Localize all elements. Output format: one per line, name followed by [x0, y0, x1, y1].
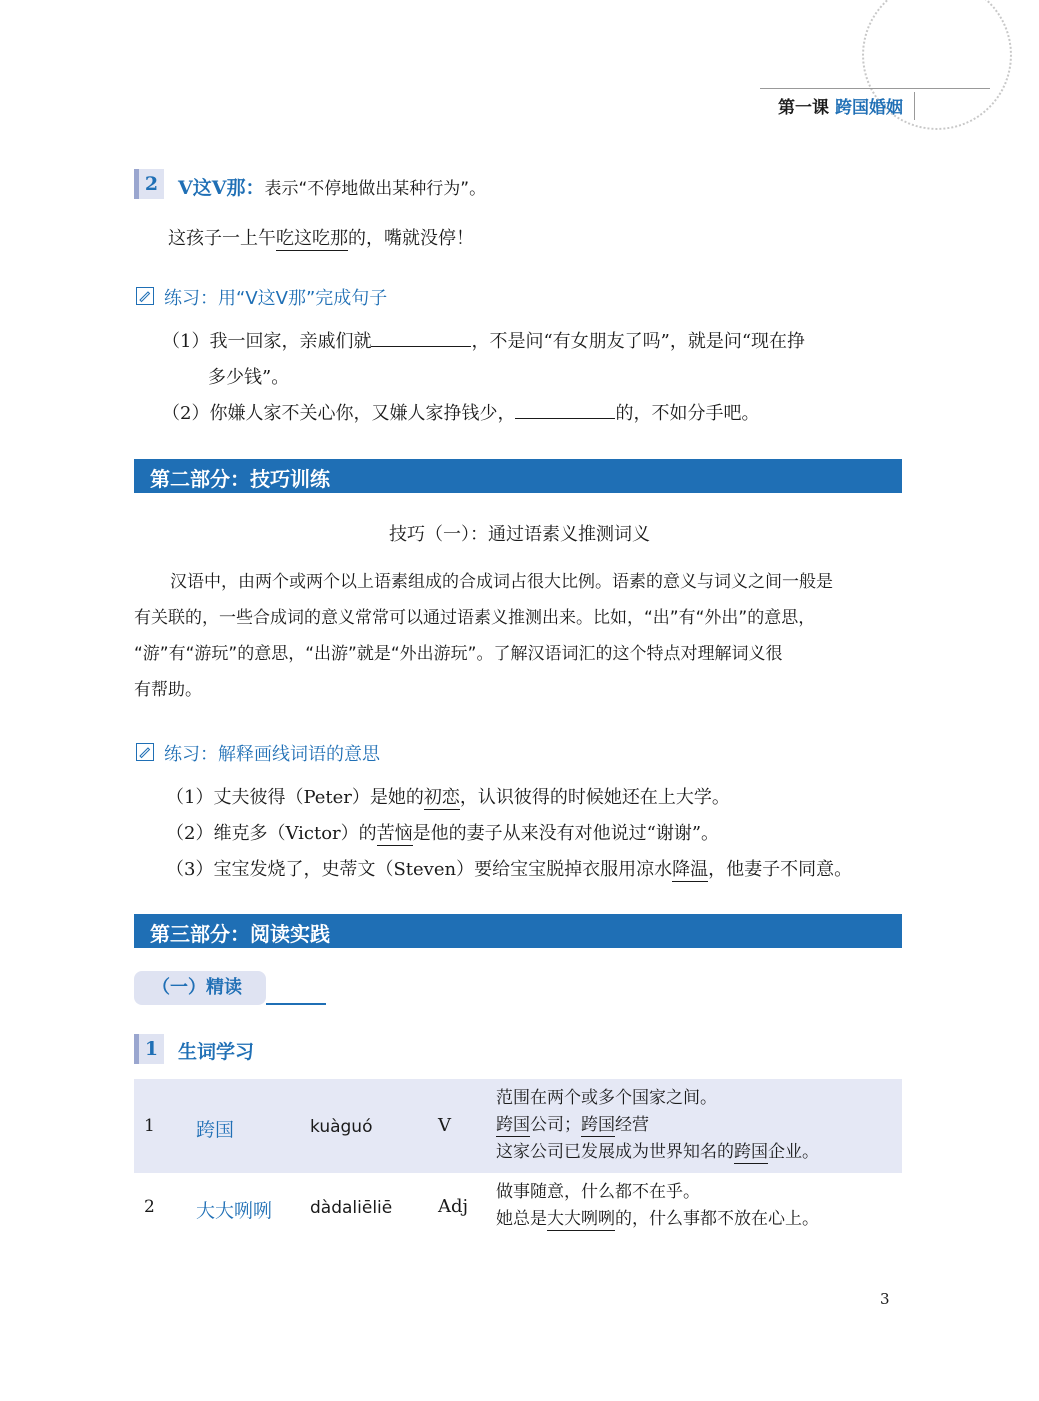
intensive-reading-tab: （一）精读	[134, 971, 266, 1005]
vocab-row	[134, 1079, 902, 1173]
grammar-number-badge: 2	[134, 169, 164, 199]
vocab-pinyin: dàdaliēliē	[310, 1198, 393, 1218]
vocab-definition	[496, 1085, 819, 1166]
underlined-word: 初恋	[423, 787, 460, 808]
pencil-icon	[136, 287, 154, 305]
practice-label: 练习：解释画线词语的意思	[164, 744, 380, 765]
item-text: 的，不如分手吧。	[615, 403, 760, 424]
item-number: （2）	[162, 403, 210, 424]
vocab-number-badge: 1	[134, 1034, 164, 1064]
skill-paragraph	[134, 564, 904, 708]
example-text: 企业。	[768, 1142, 819, 1162]
item-text: 你嫌人家不关心你，又嫌人家挣钱少，	[209, 403, 516, 424]
item-number: （3）	[166, 859, 214, 880]
section-bar-title: 第二部分：技巧训练	[150, 467, 330, 491]
paragraph-line: 汉语中，由两个或两个以上语素组成的合成词占很大比例。语素的意义与词义之间一般是	[170, 572, 833, 592]
item-text: 丈夫彼得（Peter）是她的	[213, 787, 424, 808]
item-number: （1）	[162, 331, 210, 352]
example-text: 的，嘴就没停！	[348, 228, 474, 249]
item-text: 宝宝发烧了，史蒂文（Steven）要给宝宝脱掉衣服用凉水	[213, 859, 673, 880]
practice-label: 练习：用“V这V那”完成句子	[164, 288, 388, 309]
vocab-title: 生词学习	[178, 1041, 255, 1063]
item-text: ，不是问“有女朋友了吗”，就是问“现在挣	[471, 331, 806, 352]
underlined-word: 苦恼	[376, 823, 413, 844]
lesson-label: 第一课	[778, 98, 829, 118]
page-number: 3	[880, 1290, 890, 1308]
sentence-example	[496, 1139, 819, 1166]
header-divider	[914, 92, 915, 120]
underlined-word: 跨国	[734, 1142, 768, 1162]
underlined-word: 大大咧咧	[547, 1209, 615, 1229]
tab-underline	[266, 1003, 326, 1005]
example-text: 这孩子一上午	[168, 228, 276, 249]
definition-text: 做事随意，什么都不在乎。	[496, 1182, 700, 1202]
item-text: ，他妻子不同意。	[708, 859, 853, 880]
item-text: 是他的妻子从来没有对他说过“谢谢”。	[412, 823, 720, 844]
item-text: 我一回家，亲戚们就	[209, 331, 372, 352]
grammar-example	[168, 224, 474, 250]
section-bar-title: 第三部分：阅读实践	[150, 922, 330, 946]
underlined-word: 跨国	[496, 1115, 530, 1135]
practice-item	[162, 399, 759, 425]
item-number: （1）	[166, 787, 214, 808]
example-text: 她总是	[496, 1209, 547, 1229]
skill-title: 技巧（一）：通过语素义推测词义	[389, 524, 650, 545]
example-text: 公司；	[530, 1115, 581, 1135]
example-underlined: 吃这吃那	[276, 228, 348, 249]
vocab-definition	[496, 1179, 819, 1233]
practice-item-cont: 多少钱”。	[208, 367, 290, 388]
collocation-example	[496, 1112, 819, 1139]
underlined-word: 降温	[672, 859, 709, 880]
practice-item	[166, 783, 730, 809]
vocab-row	[134, 1173, 902, 1249]
section-bar-part3	[134, 914, 902, 948]
example-text: 经营	[615, 1115, 649, 1135]
running-header	[778, 93, 903, 118]
practice-item	[162, 327, 805, 353]
item-text: ，认识彼得的时候她还在上大学。	[459, 787, 730, 808]
example-text: 这家公司已发展成为世界知名的	[496, 1142, 734, 1162]
answer-blank[interactable]	[371, 328, 471, 347]
vocab-number: 2	[144, 1197, 155, 1217]
example-text: 的，什么事都不放在心上。	[615, 1209, 819, 1229]
header-rule	[760, 88, 990, 89]
grammar-title	[178, 173, 486, 200]
section-bar-part2	[134, 459, 902, 493]
vocab-number: 1	[144, 1116, 155, 1136]
paragraph-line: 有关联的，一些合成词的意义常常可以通过语素义推测出来。比如，“出”有“外出”的意思，	[134, 608, 816, 628]
sentence-example	[496, 1206, 819, 1233]
definition-text: 范围在两个或多个国家之间。	[496, 1088, 717, 1108]
vocab-pos: V	[438, 1115, 451, 1136]
practice-item	[166, 855, 852, 881]
paragraph-line: 有帮助。	[134, 680, 202, 700]
answer-blank[interactable]	[515, 400, 615, 419]
grammar-pattern: V这V那：	[178, 177, 265, 199]
underlined-word: 跨国	[581, 1115, 615, 1135]
grammar-note: 表示“不停地做出某种行为”。	[264, 179, 487, 199]
item-number: （2）	[166, 823, 214, 844]
item-text: 维克多（Victor）的	[213, 823, 377, 844]
lesson-topic: 跨国婚姻	[835, 98, 903, 118]
practice-item	[166, 819, 719, 845]
pencil-icon	[136, 743, 154, 761]
paragraph-line: “游”有“游玩”的意思，“出游”就是“外出游玩”。了解汉语词汇的这个特点对理解词义很	[134, 644, 783, 664]
vocab-pinyin: kuàguó	[310, 1117, 373, 1137]
vocab-pos: Adj	[438, 1196, 469, 1217]
vocab-word: 大大咧咧	[196, 1200, 273, 1222]
vocab-word: 跨国	[196, 1119, 235, 1141]
